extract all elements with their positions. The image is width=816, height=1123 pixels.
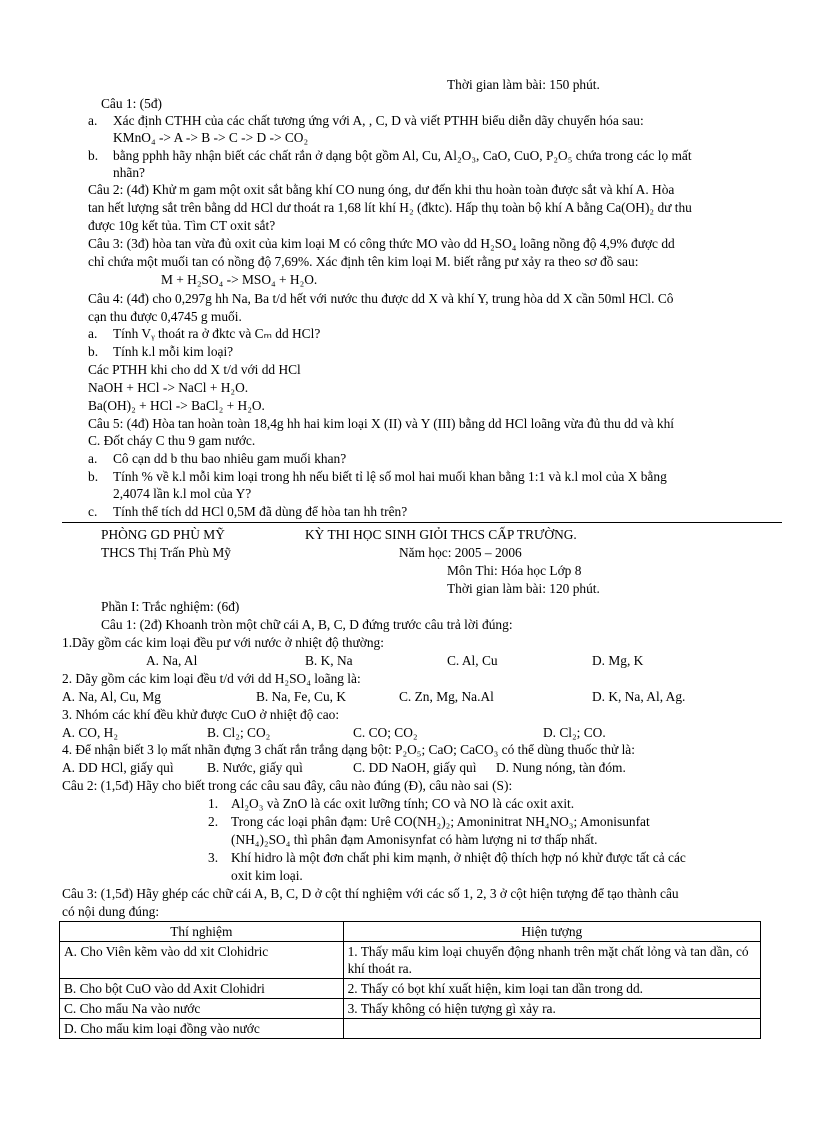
header-phenomenon: Hiện tượng [343, 922, 760, 942]
q3-option-d: D. Cl₂; CO. [543, 725, 606, 740]
table-row [60, 979, 761, 999]
cau4-a-label: a. [88, 326, 98, 341]
time-line-1: Thời gian làm bài: 150 phút. [447, 77, 600, 92]
cau5-c-label: c. [88, 504, 98, 519]
q3-option-b: B. Cl₂; CO₂ [207, 725, 271, 740]
q4-option-a: A. DD HCl, giấy quì [62, 760, 174, 775]
table-cell: C. Cho mẩu Na vào nước [60, 999, 344, 1019]
cau1-b-text-cont: nhãn? [113, 165, 145, 180]
mc-cau1-title: Câu 1: (2đ) Khoanh tròn một chữ cái A, B, C, D đứng trước câu trả lời đúng: [101, 617, 513, 632]
mc-question-2: 2. Dãy gồm các kim loại đều t/d với dd H₂SO₄ loãng là: [62, 671, 361, 686]
table-row [60, 942, 761, 979]
match-cau3-line2: có nội dung đúng: [62, 904, 160, 919]
cau4-b-text: Tính k.l mỗi kim loại? [113, 344, 234, 359]
q1-option-c: C. Al, Cu [447, 653, 498, 668]
cau1-a-text: Xác định CTHH của các chất tương ứng với A, , C, D và viết PTHH biểu diễn dãy chuyển hóa sau: [113, 113, 644, 128]
cau4-line2: cạn thu được 0,4745 g muối. [88, 309, 242, 324]
cau1-b-text: bằng pphh hãy nhận biết các chất rắn ở dạng bột gồm Al, Cu, Al₂O₃, CaO, CuO, P₂O₅ chứa trong các lọ mất [113, 148, 692, 163]
cau5-b-text-cont: 2,4074 lần k.l mol của Y? [113, 486, 252, 501]
cau4-line1: Câu 4: (4đ) cho 0,297g hh Na, Ba t/d hết với nước thu được dd X và khí Y, trung hòa dd X cần 50ml HCl. Cô [88, 291, 674, 306]
table-cell: 2. Thấy có bọt khí xuất hiện, kim loại tan dần trong dd. [343, 979, 760, 999]
cau1-a-label: a. [88, 113, 98, 128]
match-cau3-line1: Câu 3: (1,5đ) Hãy ghép các chữ cái A, B, C, D ở cột thí nghiệm với các số 1, 2, 3 ở cột hiện tượng để tạo thành câu [62, 886, 679, 901]
q4-option-b: B. Nước, giấy quì [207, 760, 303, 775]
cau2-line1: Câu 2: (4đ) Khử m gam một oxit sắt bằng khí CO nung óng, dư đến khi thu hoàn toàn được sắt và khí A. Hòa [88, 182, 675, 197]
header-department: PHÒNG GD PHÙ MỸ [101, 527, 225, 542]
cau4-b-label: b. [88, 344, 99, 359]
cau5-c-text: Tính thể tích dd HCl 0,5M đã dùng để hòa tan hh trên? [113, 504, 408, 519]
header-exam-title: KỲ THI HỌC SINH GIỎI THCS CẤP TRƯỜNG. [305, 527, 577, 542]
mc-question-1: 1.Dãy gồm các kim loại đều pư với nước ở nhiệt độ thường: [62, 635, 384, 650]
mc-question-4: 4. Để nhận biết 3 lọ mất nhãn đựng 3 chất rắn trắng dạng bột: P₂O₅; CaO; CaCO₃ có thể dùng thuốc thử là: [62, 742, 635, 757]
cau5-a-label: a. [88, 451, 98, 466]
tf-statement-1: Al₂O₃ và ZnO là các oxit lưỡng tính; CO và NO là các oxit axit. [231, 796, 575, 811]
q1-option-b: B. K, Na [305, 653, 353, 668]
cau2-line2: tan hết lượng sắt trên bằng dd HCl dư thoát ra 1,68 lít khí H₂ (đktc). Hấp thụ toàn bộ khí A bằng Ca(OH)₂ dư thu [88, 200, 692, 215]
header-experiment: Thí nghiệm [60, 922, 344, 942]
tf-statement-2: Trong các loại phân đạm: Urê CO(NH₂)₂; Amoninitrat NH₄NO₃; Amonisunfat [231, 814, 650, 829]
q2-option-a: A. Na, Al, Cu, Mg [62, 689, 161, 704]
tf-statement-1-number: 1. [208, 796, 219, 811]
q2-option-c: C. Zn, Mg, Na.Al [399, 689, 494, 704]
cau1-b-label: b. [88, 148, 99, 163]
tf-statement-3-number: 3. [208, 850, 219, 865]
tf-cau2-title: Câu 2: (1,5đ) Hãy cho biết trong các câu sau đây, câu nào đúng (Đ), câu nào sai (S): [62, 778, 513, 793]
cau5-b-label: b. [88, 469, 99, 484]
table-cell: B. Cho bột CuO vào dd Axit Clohidri [60, 979, 344, 999]
table-header-row [60, 922, 761, 942]
matching-table [59, 921, 761, 1039]
exam-subject: Môn Thi: Hóa học Lớp 8 [447, 563, 582, 578]
table-row [60, 1019, 761, 1039]
table-cell: D. Cho mẩu kim loại đồng vào nước [60, 1019, 344, 1039]
time-line-2: Thời gian làm bài: 120 phút. [447, 581, 600, 596]
cau5-b-text: Tính % về k.l mỗi kim loại trong hh nếu biết tỉ lệ số mol hai muối khan bằng 1:1 và k.l mol của X bằng [113, 469, 667, 484]
tf-statement-2-cont: (NH₄)₂SO₄ thì phân đạm Amonisynfat có hàm lượng ni tơ thấp nhất. [231, 832, 598, 847]
school-year: Năm học: 2005 – 2006 [399, 545, 522, 560]
table-cell: 3. Thấy không có hiện tượng gì xảy ra. [343, 999, 760, 1019]
tf-statement-2-number: 2. [208, 814, 219, 829]
cau3-line1: Câu 3: (3đ) hòa tan vừa đủ oxit của kim loại M có công thức MO vào dd H₂SO₄ loãng nồng độ 4,9% được dd [88, 236, 675, 251]
q3-option-a: A. CO, H₂ [62, 725, 119, 740]
tf-statement-3: Khí hidro là một đơn chất phi kim mạnh, ở nhiệt độ thích hợp nó khử được tất cả các [231, 850, 686, 865]
q4-option-d: D. Nung nóng, tàn đóm. [496, 760, 626, 775]
tf-statement-3-cont: oxit kim loại. [231, 868, 303, 883]
cau5-line2: C. Đốt cháy C thu 9 gam nước. [88, 433, 256, 448]
q2-option-d: D. K, Na, Al, Ag. [592, 689, 686, 704]
section-divider [62, 522, 782, 523]
cau5-a-text: Cô cạn dd b thu bao nhiêu gam muối khan? [113, 451, 347, 466]
cau4-a-text: Tính Vᵧ thoát ra ở đktc và Cₘ dd HCl? [113, 326, 321, 341]
cau5-line1: Câu 5: (4đ) Hòa tan hoàn toàn 18,4g hh hai kim loại X (II) và Y (III) bằng dd HCl loãng vừa đủ thu dd và khí [88, 416, 675, 431]
header-school: THCS Thị Trấn Phù Mỹ [101, 545, 231, 560]
q3-option-c: C. CO; CO₂ [353, 725, 418, 740]
table-cell [343, 1019, 760, 1039]
part-1-title: Phần I: Trắc nghiệm: (6đ) [101, 599, 240, 614]
q1-option-a: A. Na, Al [146, 653, 198, 668]
cau2-line3: được 10g kết tủa. Tìm CT oxit sắt? [88, 218, 276, 233]
cau3-line2: chỉ chứa một muối tan có nồng độ 7,69%. Xác định tên kim loại M. biết rằng pư xảy ra theo sơ đồ sau: [88, 254, 639, 269]
cau3-equation: M + H₂SO₄ -> MSO₄ + H₂O. [161, 272, 318, 287]
q4-option-c: C. DD NaOH, giấy quì [353, 760, 477, 775]
q1-option-d: D. Mg, K [592, 653, 644, 668]
q2-option-b: B. Na, Fe, Cu, K [256, 689, 347, 704]
table-cell: 1. Thấy mẩu kim loại chuyển động nhanh trên mặt chất lỏng và tan dần, có khí thoát ra. [343, 942, 760, 979]
table-row [60, 999, 761, 1019]
pthh-equation-1: NaOH + HCl -> NaCl + H₂O. [88, 380, 249, 395]
cau1-title: Câu 1: (5đ) [101, 96, 162, 111]
mc-question-3: 3. Nhóm các khí đều khử được CuO ở nhiệt độ cao: [62, 707, 340, 722]
pthh-equation-2: Ba(OH)₂ + HCl -> BaCl₂ + H₂O. [88, 398, 265, 413]
cau1-a-chain: KMnO₄ -> A -> B -> C -> D -> CO₂ [113, 130, 309, 145]
pthh-title: Các PTHH khi cho dd X t/d với dd HCl [88, 362, 301, 377]
table-cell: A. Cho Viên kẽm vào dd xit Clohidric [60, 942, 344, 979]
